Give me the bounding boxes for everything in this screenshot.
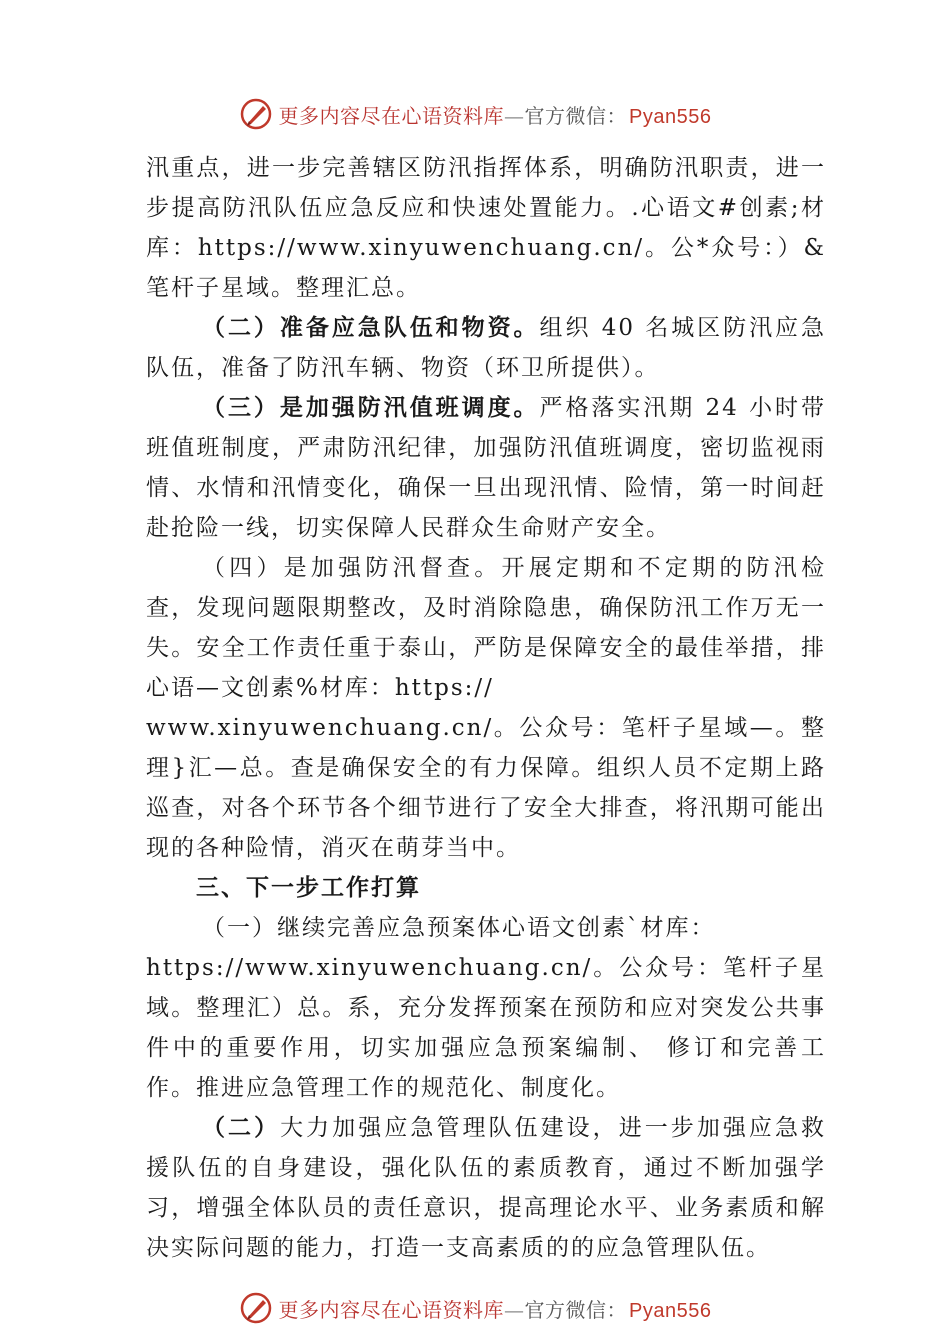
quill-logo-icon xyxy=(239,97,273,131)
paragraph xyxy=(146,1108,826,1268)
document-body xyxy=(146,148,826,1268)
quill-logo-icon xyxy=(239,1291,273,1325)
banner-wechat-id: Pyan556 xyxy=(629,105,712,128)
paragraph-body: 大力加强应急管理队伍建设，进一步加强应急救援队伍的自身建设，强化队伍的素质教育，通过不断加强学习，增强全体队员的责任意识，提高理论水平、业务素质和解决实际问题的能力，打造一支高素质的的应急管理队伍。 xyxy=(146,1115,827,1261)
banner-text xyxy=(279,1294,712,1323)
paragraph-lead: （三）是加强防汛值班调度。 xyxy=(202,394,540,421)
banner-wechat-id: Pyan556 xyxy=(629,1299,712,1322)
paragraph-body: 组织 40 名城区防汛应急队伍，准备了防汛车辆、物资（环卫所提供）。 xyxy=(146,315,827,381)
banner-wechat-label: 官方微信： xyxy=(524,1297,628,1322)
paragraph xyxy=(146,308,826,388)
header-watermark-banner xyxy=(0,92,950,136)
paragraph: https://www.xinyuwenchuang.cn/。公众号：笔杆子星域。整理汇）总。系，充分发挥预案在预防和应对突发公共事件中的重要作用，切实加强应急预案编制、 修订和完善工作。推进应急管理工作的规范化、制度化。 xyxy=(146,955,826,1101)
paragraph-body: 严格落实汛期 24 小时带班值班制度，严肃防汛纪律，加强防汛值班调度，密切监视雨情、水情和汛情变化，确保一旦出现汛情、险情，第一时间赶赴抢险一线，切实保障人民群众生命财产安全。 xyxy=(146,395,827,541)
banner-separator: — xyxy=(504,1297,525,1322)
banner-text xyxy=(279,100,712,129)
paragraph: www.xinyuwenchuang.cn/。公众号：笔杆子星域—。整理}汇—总。查是确保安全的有力保障。组织人员不定期上路巡查，对各个环节各个细节进行了安全大排查，将汛期可能出现的各种险情，消灭在萌芽当中。 xyxy=(146,715,826,861)
paragraph-lead: （二） xyxy=(202,1114,281,1141)
paragraph: 汛重点，进一步完善辖区防汛指挥体系，明确防汛职责，进一步提高防汛队伍应急反应和快速处置能力。.心语文#创素;材库：https://www.xinyuwenchuang.cn/。公*众号：）&笔杆子星域。整理汇总。 xyxy=(146,155,826,301)
banner-wechat-label: 官方微信： xyxy=(524,103,628,128)
paragraph-lead: （二）准备应急队伍和物资。 xyxy=(202,314,540,341)
paragraph: （一）继续完善应急预案体心语文创素`材库： xyxy=(202,915,716,941)
paragraph xyxy=(146,388,826,548)
banner-separator: — xyxy=(504,103,525,128)
banner-slogan: 更多内容尽在心语资料库 xyxy=(278,103,505,128)
banner-slogan: 更多内容尽在心语资料库 xyxy=(278,1297,505,1322)
footer-watermark-banner xyxy=(0,1286,950,1330)
paragraph: （四）是加强防汛督查。开展定期和不定期的防汛检查，发现问题限期整改，及时消除隐患，确保防汛工作万无一失。安全工作责任重于泰山，严防是保障安全的最佳举措，排心语—文创素%材库：https:// xyxy=(146,555,826,701)
section-heading: 三、下一步工作打算 xyxy=(196,875,421,901)
